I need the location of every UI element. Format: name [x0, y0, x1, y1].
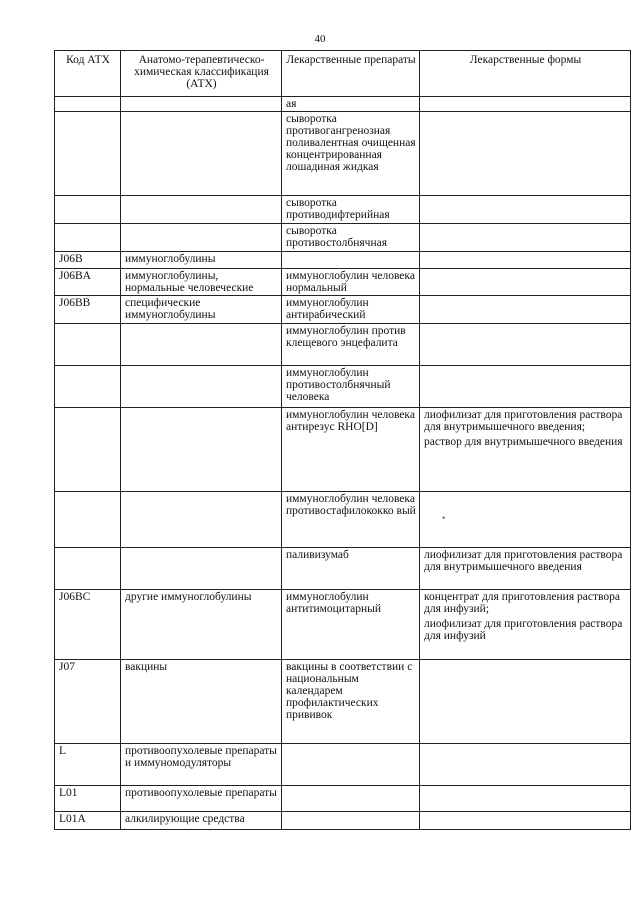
cell-classification	[121, 97, 282, 112]
cell-drugs	[282, 744, 420, 786]
dosage-form: лиофилизат для приготовления раствора для внутримышечного введения	[424, 549, 623, 573]
cell-forms	[420, 590, 631, 660]
cell-code	[55, 366, 121, 408]
cell-forms	[420, 660, 631, 744]
cell-drugs	[282, 97, 420, 112]
cell-classification	[121, 196, 282, 224]
cell-code	[55, 224, 121, 252]
cell-code	[55, 97, 121, 112]
cell-code: L01A	[55, 812, 121, 830]
scan-dot: •	[442, 513, 446, 523]
cell-code: J06BB	[55, 296, 121, 324]
table-row	[55, 660, 631, 744]
cell-code	[55, 492, 121, 548]
drug-name: вакцины в соответствии с национальным календарем профилактических прививок	[286, 661, 413, 721]
cell-drugs	[282, 224, 420, 252]
cell-drugs	[282, 786, 420, 812]
table-row	[55, 224, 631, 252]
cell-classification: противоопухолевые препараты и иммуномодуляторы	[121, 744, 282, 786]
cell-classification	[121, 548, 282, 590]
cell-forms	[420, 492, 631, 548]
table-row	[55, 252, 631, 269]
drug-name: сыворотка противогангренозная поливалентная очищенная концентрированная лошадиная жидкая	[286, 113, 416, 173]
header-drugs: Лекарственные препараты	[282, 51, 420, 97]
cell-drugs	[282, 112, 420, 196]
cell-code	[55, 196, 121, 224]
drug-name: иммуноглобулин человека противостафилококко вый	[286, 493, 416, 517]
cell-classification: другие иммуноглобулины	[121, 590, 282, 660]
drug-name: иммуноглобулин против клещевого энцефалита	[286, 325, 406, 349]
drug-name: паливизумаб	[286, 549, 349, 561]
cell-code: L	[55, 744, 121, 786]
drug-name: иммуноглобулин антирабический	[286, 297, 369, 321]
drug-name: ая	[286, 98, 297, 110]
cell-drugs	[282, 590, 420, 660]
cell-forms	[420, 224, 631, 252]
table-row	[55, 744, 631, 786]
cell-classification: противоопухолевые препараты	[121, 786, 282, 812]
table-row	[55, 112, 631, 196]
table-row	[55, 366, 631, 408]
cell-drugs	[282, 366, 420, 408]
cell-code: J06BA	[55, 269, 121, 296]
cell-drugs	[282, 324, 420, 366]
cell-forms	[420, 548, 631, 590]
cell-forms	[420, 269, 631, 296]
cell-forms	[420, 296, 631, 324]
cell-code: J06BC	[55, 590, 121, 660]
cell-forms	[420, 112, 631, 196]
header-classification: Анатомо-терапевтическо-химическая классификация (АТХ)	[121, 51, 282, 97]
cell-classification	[121, 112, 282, 196]
cell-code: J06B	[55, 252, 121, 269]
cell-classification: специфические иммуноглобулины	[121, 296, 282, 324]
table-row	[55, 548, 631, 590]
cell-classification: иммуноглобулины	[121, 252, 282, 269]
drug-name: иммуноглобулин антитимоцитарный	[286, 591, 382, 615]
cell-drugs	[282, 252, 420, 269]
table-row	[55, 324, 631, 366]
atx-table	[54, 50, 631, 830]
drug-name: сыворотка противостолбнячная	[286, 225, 388, 249]
cell-drugs	[282, 548, 420, 590]
table-body	[55, 97, 631, 830]
cell-drugs	[282, 492, 420, 548]
cell-drugs	[282, 408, 420, 492]
drug-name: иммуноглобулин противостолбнячный человека	[286, 367, 391, 403]
table-row	[55, 408, 631, 492]
cell-classification	[121, 408, 282, 492]
cell-drugs	[282, 196, 420, 224]
table-row	[55, 492, 631, 548]
cell-classification: вакцины	[121, 660, 282, 744]
cell-code	[55, 112, 121, 196]
header-forms: Лекарственные формы	[420, 51, 631, 97]
header-code: Код АТХ	[55, 51, 121, 97]
cell-classification	[121, 224, 282, 252]
drug-name: иммуноглобулин человека антирезус RHO[D]	[286, 409, 415, 433]
cell-forms	[420, 252, 631, 269]
cell-code: L01	[55, 786, 121, 812]
cell-code	[55, 408, 121, 492]
dosage-form: концентрат для приготовления раствора для инфузий;	[424, 591, 620, 615]
cell-classification: алкилирующие средства	[121, 812, 282, 830]
cell-drugs	[282, 660, 420, 744]
table-row	[55, 590, 631, 660]
drug-name: иммуноглобулин человека нормальный	[286, 270, 415, 294]
cell-classification	[121, 492, 282, 548]
cell-drugs	[282, 296, 420, 324]
table-row	[55, 97, 631, 112]
table-row	[55, 812, 631, 830]
table-header-row	[55, 51, 631, 97]
table-row	[55, 269, 631, 296]
page-number: 40	[314, 33, 326, 45]
cell-drugs	[282, 812, 420, 830]
cell-forms	[420, 366, 631, 408]
cell-classification: иммуноглобулины, нормальные человеческие	[121, 269, 282, 296]
cell-forms	[420, 324, 631, 366]
cell-classification	[121, 366, 282, 408]
cell-forms	[420, 196, 631, 224]
cell-classification	[121, 324, 282, 366]
table-row	[55, 196, 631, 224]
cell-forms	[420, 786, 631, 812]
dosage-form: лиофилизат для приготовления раствора для инфузий	[424, 618, 623, 642]
cell-forms	[420, 744, 631, 786]
cell-drugs	[282, 269, 420, 296]
cell-forms	[420, 408, 631, 492]
cell-forms	[420, 812, 631, 830]
table-row	[55, 786, 631, 812]
dosage-form: раствор для внутримышечного введения	[424, 436, 623, 448]
cell-code: J07	[55, 660, 121, 744]
cell-code	[55, 324, 121, 366]
cell-forms	[420, 97, 631, 112]
cell-code	[55, 548, 121, 590]
drug-name: сыворотка противодифтерийная	[286, 197, 390, 221]
table-row	[55, 296, 631, 324]
dosage-form: лиофилизат для приготовления раствора для внутримышечного введения;	[424, 409, 623, 433]
